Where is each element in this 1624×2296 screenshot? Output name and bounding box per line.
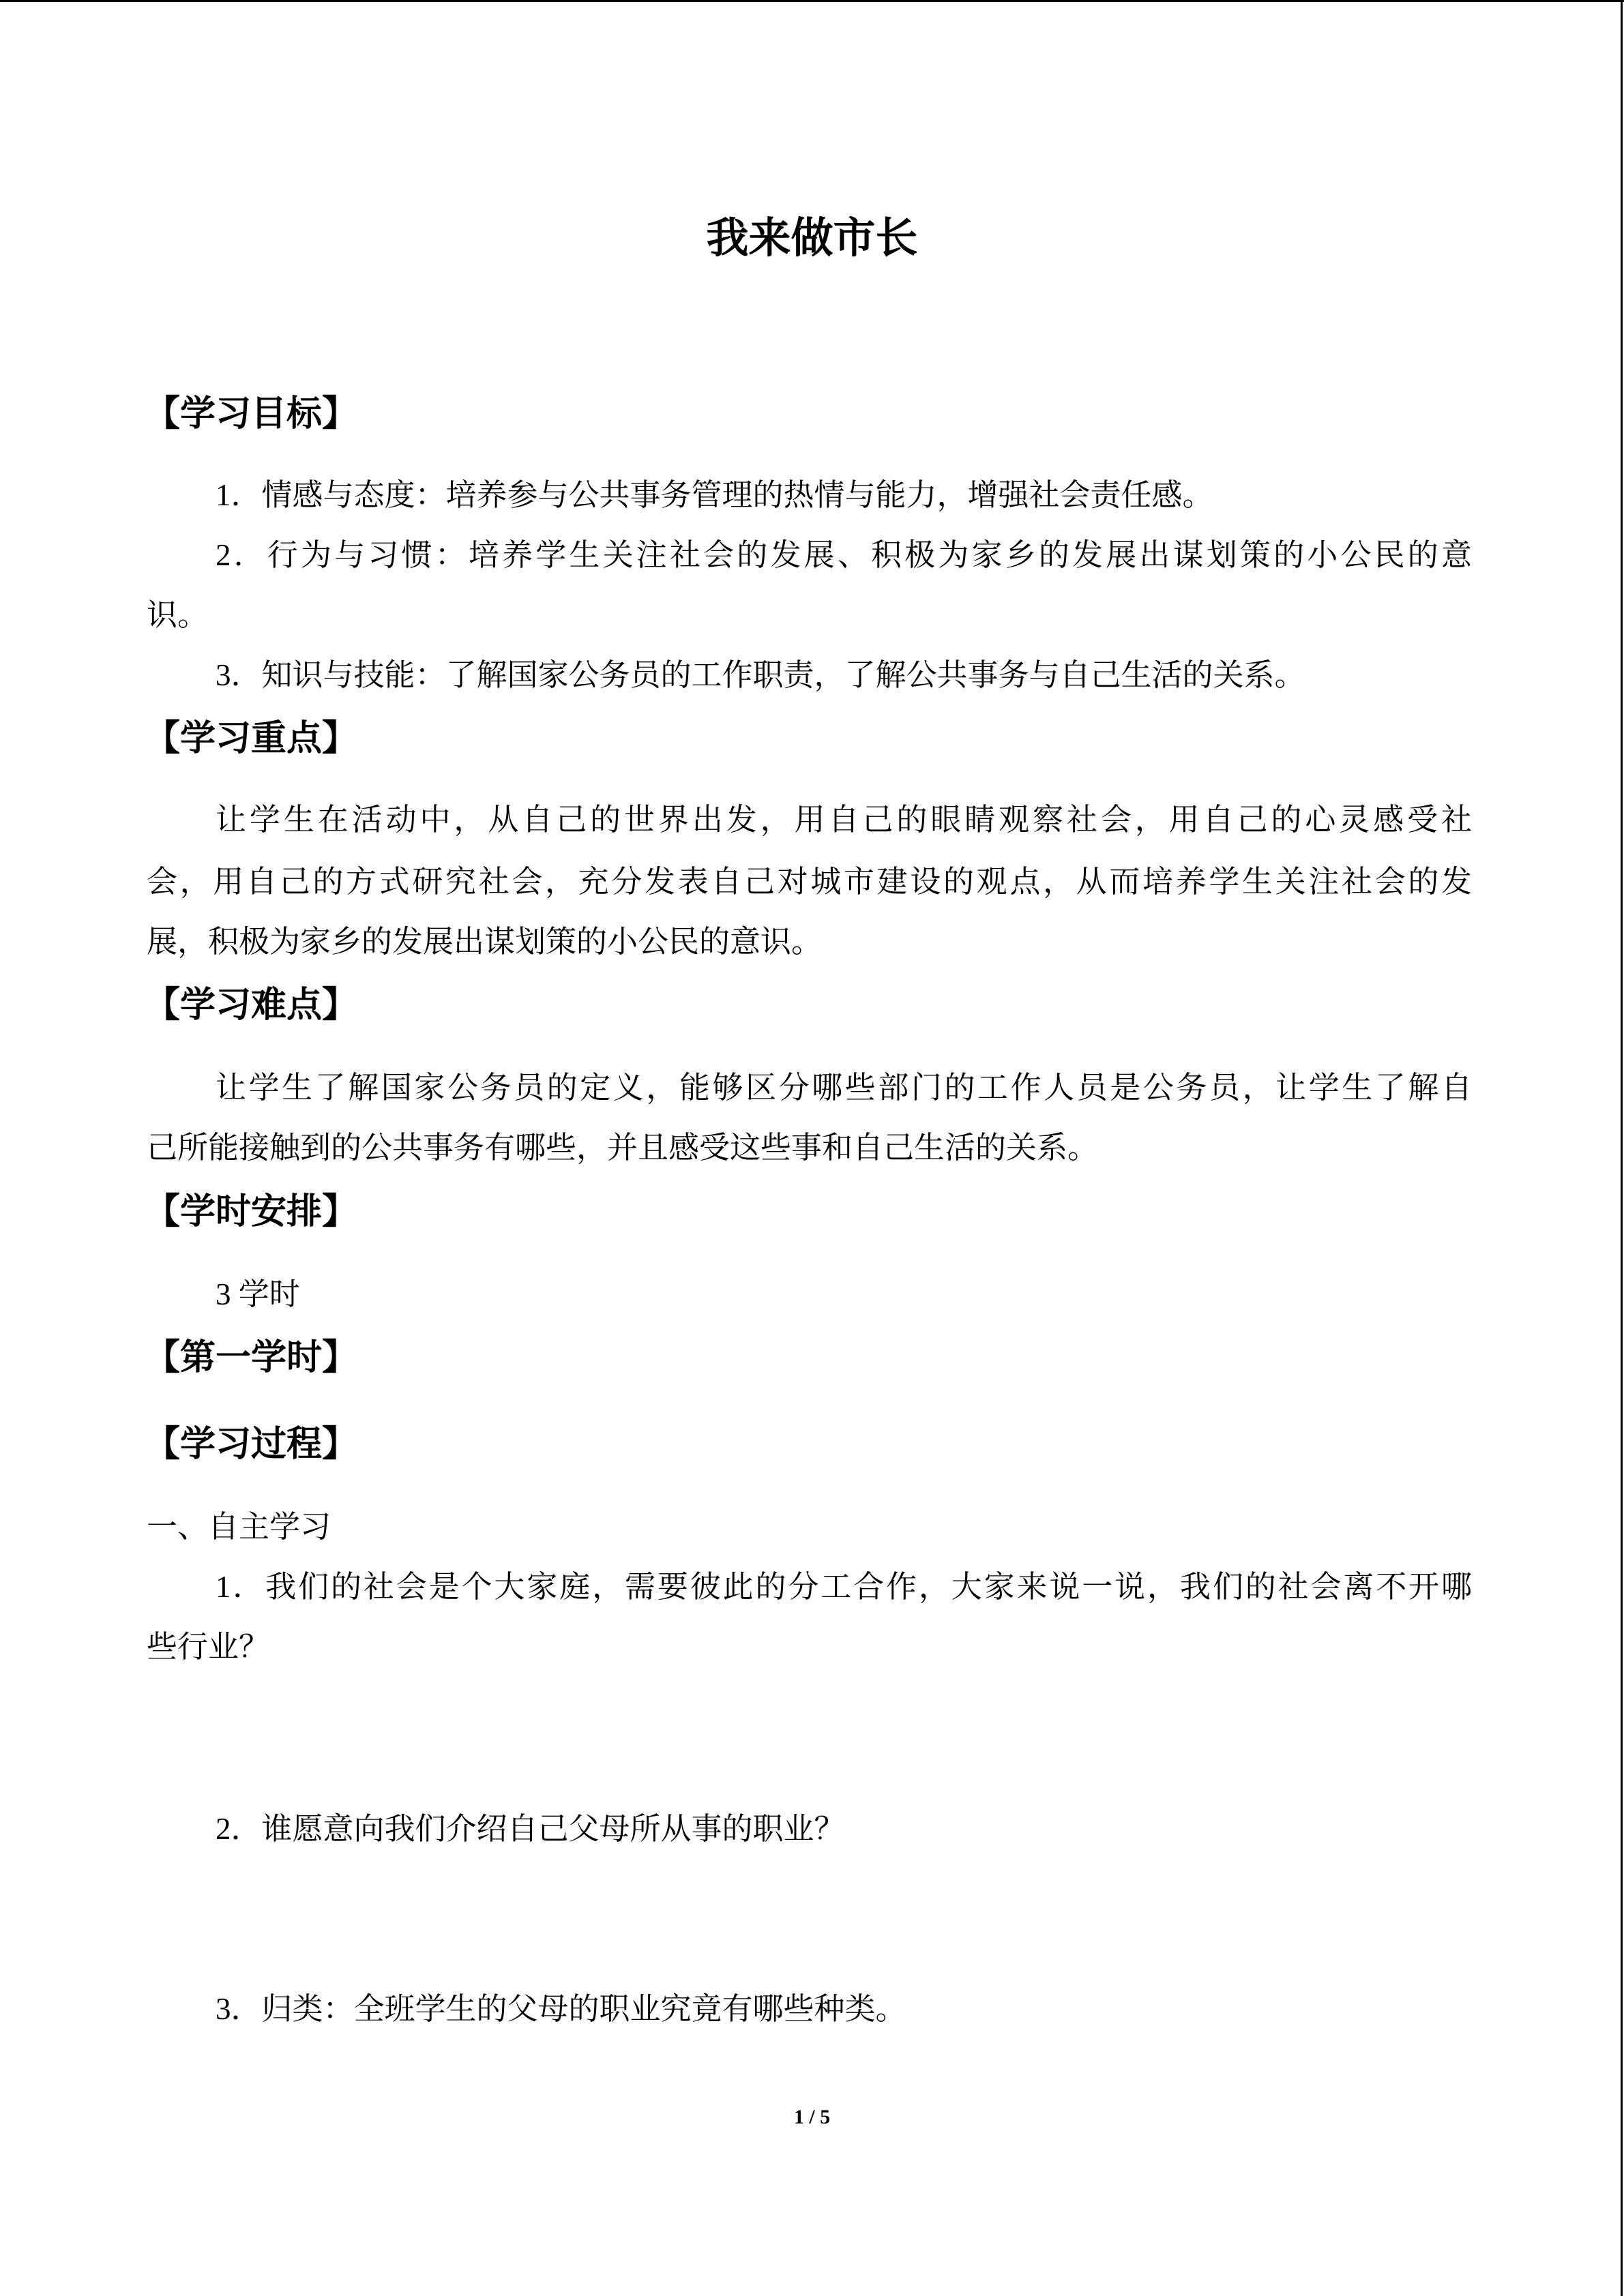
- section-heading-difficulties: 【学习难点】: [145, 986, 358, 1025]
- goal-item-2-line-1: 2．行为与习惯：培养学生关注社会的发展、积极为家乡的发展出谋划策的小公民的意: [216, 538, 1472, 572]
- key-points-line-1: 让学生在活动中，从自己的世界出发，用自己的眼睛观察社会，用自己的心灵感受社: [216, 803, 1472, 837]
- question-2: 2．谁愿意向我们介绍自己父母所从事的职业？: [216, 1812, 845, 1846]
- section-heading-lesson-one: 【第一学时】: [145, 1339, 358, 1377]
- process-subheading: 一、自主学习: [147, 1510, 331, 1544]
- difficulties-line-1: 让学生了解国家公务员的定义，能够区分哪些部门的工作人员是公务员，让学生了解自: [216, 1071, 1472, 1105]
- section-heading-goals: 【学习目标】: [145, 395, 358, 434]
- section-heading-process: 【学习过程】: [145, 1425, 358, 1464]
- page-border-top: [0, 0, 1624, 2]
- question-3: 3．归类：全班学生的父母的职业究竟有哪些种类。: [216, 1992, 906, 2026]
- question-1-line-1: 1．我们的社会是个大家庭，需要彼此的分工合作，大家来说一说，我们的社会离不开哪: [216, 1570, 1472, 1604]
- section-heading-schedule: 【学时安排】: [145, 1193, 358, 1232]
- page-border-right: [1621, 0, 1623, 2296]
- goal-item-3: 3．知识与技能：了解国家公务员的工作职责，了解公共事务与自己生活的关系。: [216, 658, 1305, 692]
- page-number: 1 / 5: [793, 2106, 831, 2128]
- goal-item-2-line-2: 识。: [147, 598, 209, 632]
- page-title: 我来做市长: [706, 215, 918, 262]
- key-points-line-2: 会，用自己的方式研究社会，充分发表自己对城市建设的观点，从而培养学生关注社会的发: [147, 865, 1472, 899]
- goal-item-1: 1．情感与态度：培养参与公共事务管理的热情与能力，增强社会责任感。: [216, 478, 1213, 512]
- difficulties-line-2: 己所能接触到的公共事务有哪些，并且感受这些事和自己生活的关系。: [147, 1131, 1099, 1165]
- question-1-line-2: 些行业？: [147, 1630, 270, 1664]
- schedule-text: 3 学时: [216, 1277, 300, 1311]
- section-heading-key-points: 【学习重点】: [145, 719, 358, 758]
- key-points-line-3: 展，积极为家乡的发展出谋划策的小公民的意识。: [147, 925, 823, 959]
